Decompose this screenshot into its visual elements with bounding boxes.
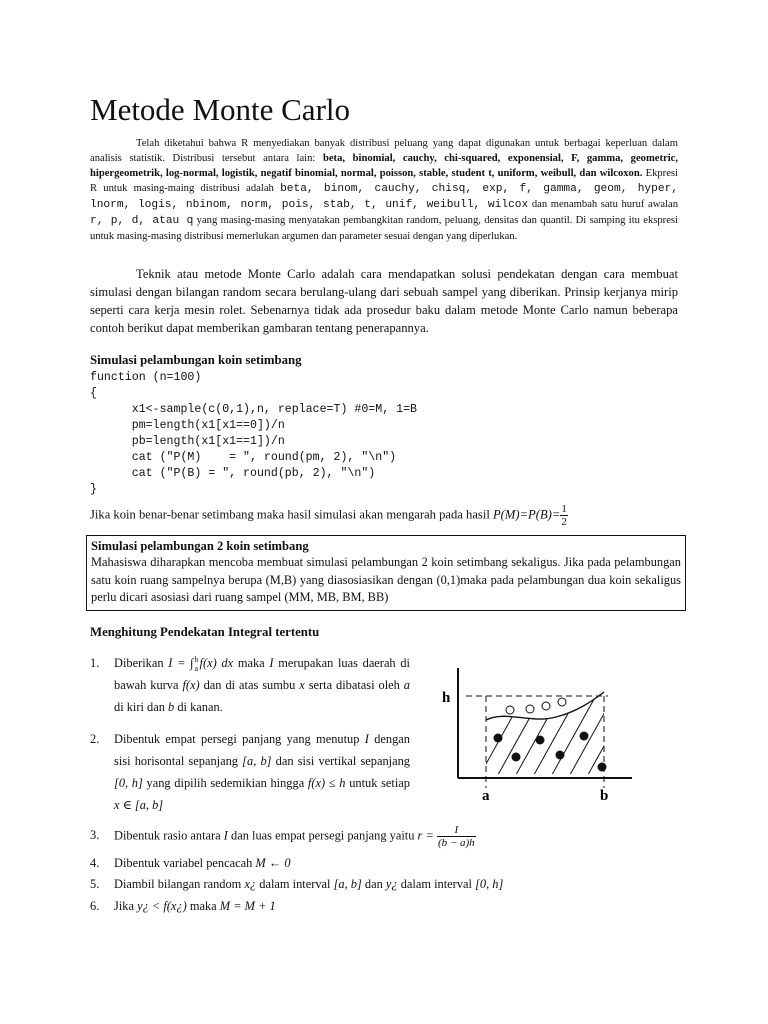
step-text-part: Dibentuk variabel pencacah <box>114 856 253 870</box>
step-text-part: dan sisi vertikal sepanjang <box>275 754 411 768</box>
frac-num: 1 <box>561 503 567 515</box>
formula: I <box>223 828 228 843</box>
intro-prefixes: r, p, d, atau q <box>90 215 194 227</box>
step-text-part: di kanan. <box>177 700 223 714</box>
intro-dists: beta, binomial, cauchy, chi-squared, exponensial, F, gamma, geometric, hipergeometrik, log-normal, logistik, negatif binomial, normal, poisson, stable, student t, uniform, weibull, dan wilcoxon. <box>90 153 678 179</box>
step-text-part: Diambil bilangan random <box>114 877 242 891</box>
result-formula: P(M)=P(B)= <box>492 507 561 522</box>
formula: [a, b] <box>333 877 362 891</box>
step-text-part: Jika <box>114 899 134 913</box>
integral-formula: I = ∫ <box>168 656 194 670</box>
intro-lead: Telah diketahui bahwa R menyediakan banyak distribusi peluang yang dapat digunakan untuk berbagai keperluan dalam analisis statistik. Distribusi tersebut antara lain: <box>90 138 678 164</box>
step-text <box>114 873 674 895</box>
step-text-part: dan <box>364 877 383 891</box>
step-number: 3. <box>90 828 100 842</box>
formula: a <box>403 678 410 692</box>
step-text-part: Dibentuk empat persegi panjang yang menutup <box>114 732 360 746</box>
intro-tail: yang masing-masing menyatakan pembangkitan random, peluang, densitas dan quantil. Di samping itu ekspresi untuk masing-masing distribusi memerlukan argumen dan parameter sesuai dengan yang diperlukan. <box>90 215 678 242</box>
step-text-part: serta dibatasi oleh <box>308 678 400 692</box>
formula: I <box>269 656 274 670</box>
step-text-part: dalam interval <box>400 877 472 891</box>
intro-prefix-text: dan menambah satu huruf awalan <box>531 199 679 210</box>
step-text-part: maka <box>189 899 217 913</box>
step-text-part: yang dipilih sedemikian hingga <box>146 776 305 790</box>
formula: I <box>364 732 369 746</box>
formula: f(x) <box>182 678 200 692</box>
section1-title: Simulasi pelambungan koin setimbang <box>90 353 302 367</box>
step-text-part: merupakan luas daerah di bawah kurva <box>114 656 410 692</box>
points-above <box>506 698 566 714</box>
step-text-part: di kiri dan <box>114 700 165 714</box>
half-fraction <box>560 503 568 528</box>
intro-mid: Ekpresi R untuk masing-maing distribusi adalah <box>90 168 678 194</box>
step-text-part: dengan sisi horisontal sepanjang <box>114 732 410 768</box>
frac-den: 2 <box>561 516 567 528</box>
step-text-part: dan luas empat persegi panjang yaitu <box>231 828 415 843</box>
step-text <box>114 824 674 849</box>
label-h: h <box>442 690 451 706</box>
formula: x¿ <box>244 877 257 891</box>
step-number: 6. <box>90 899 100 913</box>
formula: y¿ < f(x¿) <box>137 899 187 913</box>
integral-lower: a <box>194 664 199 674</box>
section3-title: Menghitung Pendekatan Integral tertentu <box>90 625 320 639</box>
step-text-part: Dibentuk rasio antara <box>114 828 221 843</box>
monte-carlo-paragraph <box>90 265 678 337</box>
section2-body: Mahasiswa diharapkan mencoba membuat simulasi pelambungan 2 koin setimbang sekaligus. Jika pada pelambungan satu koin ruang sampelnya berupa (M,B) yang diasosiasikan dengan (0,1)maka pada pelambungan dua koin sekaligus perlu dicari asosiasi dari ruang sampel (MM, MB, BM, BB) <box>91 555 681 604</box>
step-number: 4. <box>90 856 100 870</box>
formula: x <box>299 678 305 692</box>
para2-text: Teknik atau metode Monte Carlo adalah cara mendapatkan solusi pendekatan dengan cara membuat simulasi dengan bilangan random secara berulang-ulang dari sebuah sampel yang diberikan. Prinsip kerjanya mirip seperti cara kerja mesin rolet. Sebenarnya tidak ada prosedur baku dalam metode Monte Carlo namun beberapa contoh berikut dapat memberikan gambaran tentang penerapannya. <box>90 267 678 335</box>
ratio-fraction <box>437 824 476 849</box>
ratio-num: I <box>437 824 476 837</box>
formula: b <box>168 700 175 714</box>
step-text-part: Diberikan <box>114 656 164 670</box>
step-text-part: untuk setiap <box>349 776 411 790</box>
section2-title: Simulasi pelambungan 2 koin setimbang <box>91 539 309 553</box>
result-text: Jika koin benar-benar setimbang maka hasil simulasi akan mengarah pada hasil <box>90 507 490 522</box>
step-text-part: maka <box>237 656 265 670</box>
step-number: 5. <box>90 877 100 891</box>
formula: x ∈ [a, b] <box>114 798 164 812</box>
formula: [a, b] <box>242 754 272 768</box>
formula: f(x) ≤ h <box>307 776 346 790</box>
formula: y¿ <box>385 877 398 891</box>
formula: M ← 0 <box>255 856 291 870</box>
result-line <box>90 503 680 528</box>
formula: M = M + 1 <box>219 899 276 913</box>
formula: r = <box>417 828 434 843</box>
exercise-box <box>86 535 686 611</box>
step-number: 1. <box>90 656 100 670</box>
step-text <box>114 652 410 718</box>
label-a: a <box>482 788 490 804</box>
intro-funcs: beta, binom, cauchy, chisq, exp, f, gamma, geom, hyper, lnorm, logis, nbinom, norm, pois, stab, t, unif, weibull, wilcox <box>90 183 678 211</box>
integral-upper: b <box>194 655 199 665</box>
formula: [0, h] <box>475 877 504 891</box>
step-text-part: dan di atas sumbu <box>203 678 296 692</box>
intro-paragraph <box>90 136 678 244</box>
step-text <box>114 728 410 816</box>
page-title: Metode Monte Carlo <box>90 92 351 127</box>
step-number: 2. <box>90 732 100 746</box>
step-text <box>114 852 674 874</box>
formula: [0, h] <box>114 776 143 790</box>
monte-carlo-figure <box>436 662 636 812</box>
label-b: b <box>600 788 609 804</box>
step-text <box>114 895 674 917</box>
step-text-part: dalam interval <box>259 877 331 891</box>
code-block: function (n=100) { x1<-sample(c(0,1),n, replace=T) #0=M, 1=B pm=length(x1[x1==0])/n pb=length(x1[x1==1])/n cat ("P(M) = ", round(pm, 2), "\n") cat ("P(B) = ", round(pb, 2), "\n") } <box>90 371 417 496</box>
ratio-den: (b − a)h <box>437 837 475 849</box>
integrand: f(x) dx <box>199 656 234 670</box>
